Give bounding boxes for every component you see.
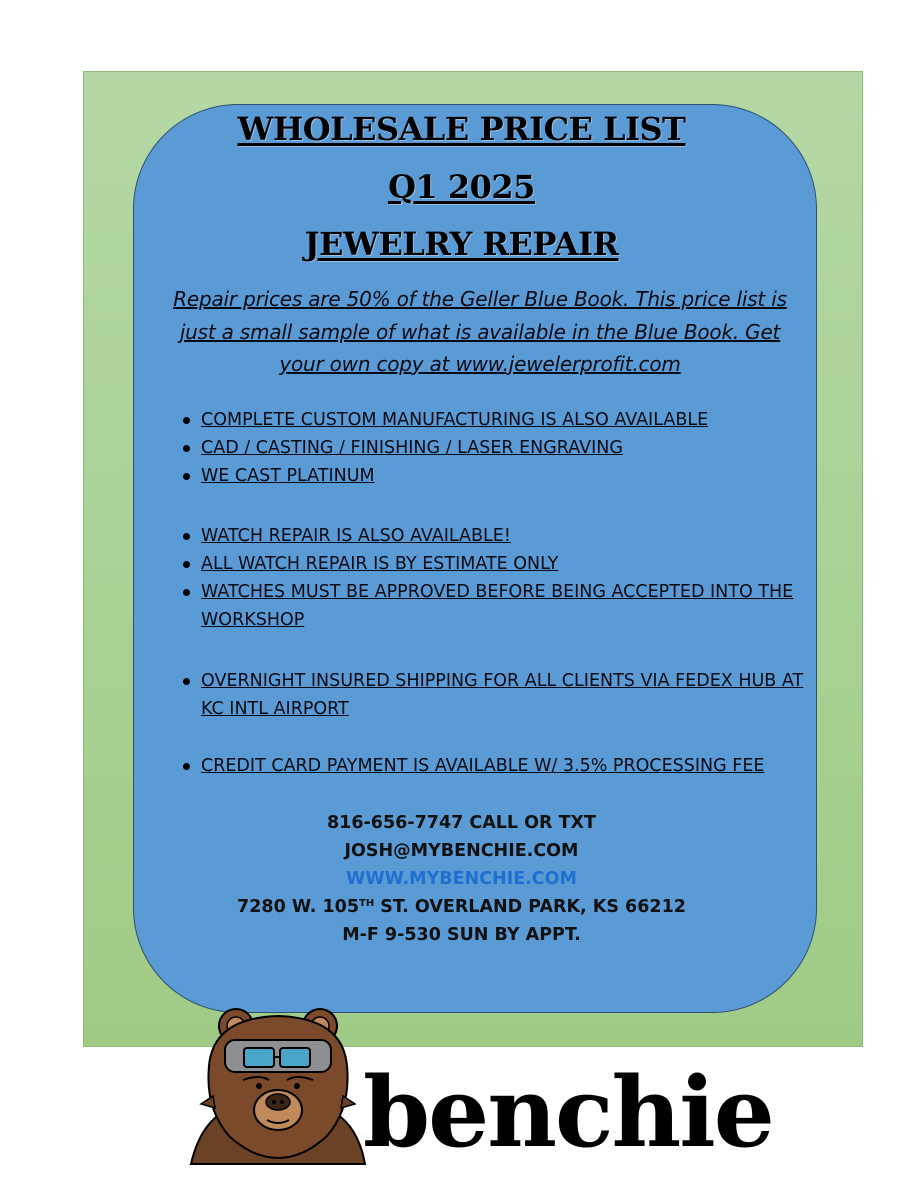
list-item: OVERNIGHT INSURED SHIPPING FOR ALL CLIENTS VIA FEDEX HUB AT KC INTL AIRPORT xyxy=(201,667,813,723)
list-item: COMPLETE CUSTOM MANUFACTURING IS ALSO AVAILABLE xyxy=(201,406,813,434)
email-address: JOSH@MYBENCHIE.COM xyxy=(344,841,579,861)
list-item: WE CAST PLATINUM xyxy=(201,462,813,490)
business-hours: M-F 9-530 SUN BY APPT. xyxy=(342,925,581,945)
brand-wordmark: benchie xyxy=(363,1056,773,1169)
list-item: ALL WATCH REPAIR IS BY ESTIMATE ONLY xyxy=(201,550,813,578)
shipping-list xyxy=(201,667,813,723)
list-item: WATCHES MUST BE APPROVED BEFORE BEING ACCEPTED INTO THE WORKSHOP xyxy=(201,578,813,634)
bear-with-goggles-icon xyxy=(187,1004,369,1170)
list-item: WATCH REPAIR IS ALSO AVAILABLE! xyxy=(201,522,813,550)
watch-repair-list xyxy=(201,522,813,634)
payment-list xyxy=(201,752,813,780)
address-number: 7280 W. 105 xyxy=(237,897,359,917)
manufacturing-list xyxy=(201,406,813,490)
phone-number: 816-656-7747 CALL OR TXT xyxy=(327,813,596,833)
website-link[interactable]: WWW.MYBENCHIE.COM xyxy=(346,869,577,889)
address-rest: ST. OVERLAND PARK, KS 66212 xyxy=(374,897,686,917)
contact-block xyxy=(0,809,923,949)
title-jewelry-repair: JEWELRY REPAIR xyxy=(304,225,619,263)
list-item: CAD / CASTING / FINISHING / LASER ENGRAVING xyxy=(201,434,813,462)
title-wholesale-price-list: WHOLESALE PRICE LIST xyxy=(237,110,686,148)
intro-paragraph: Repair prices are 50% of the Geller Blue Book. This price list is just a small sample of what is available in the Blue Book. Get your own copy at www.jewelerprofit.com xyxy=(173,287,787,376)
street-address xyxy=(0,893,923,921)
title-quarter: Q1 2025 xyxy=(388,168,535,206)
address-ordinal-suffix: TH xyxy=(359,898,375,909)
list-item: CREDIT CARD PAYMENT IS AVAILABLE W/ 3.5% PROCESSING FEE xyxy=(201,752,813,780)
